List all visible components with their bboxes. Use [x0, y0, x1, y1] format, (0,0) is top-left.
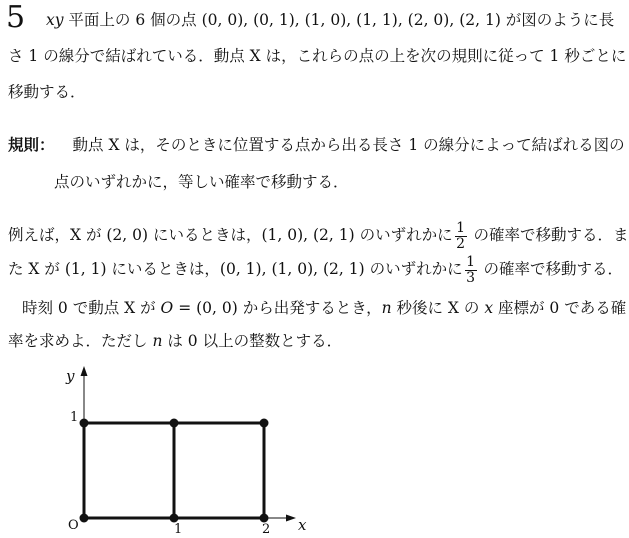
- x-axis-label: x: [298, 516, 307, 534]
- var-n: n: [381, 299, 392, 317]
- rule-label: 規則：: [8, 136, 55, 154]
- question-text-2a: 率を求めよ．ただし: [8, 332, 153, 350]
- x-tick-1-label: 1: [174, 522, 183, 537]
- question-text-1b: = (0, 0) から出発するとき，: [173, 299, 382, 317]
- intro-line-3: 移動する．: [8, 83, 86, 101]
- x-tick-2-label: 2: [262, 522, 271, 537]
- y-tick-1-label: 1: [70, 410, 79, 425]
- intro-text-1: 平面上の 6 個の点 (0, 0), (0, 1), (1, 0), (1, 1), (2, 0), (2, 1) が図のように長: [63, 11, 615, 29]
- point-0-0: [80, 514, 89, 523]
- var-n-2: n: [152, 332, 163, 350]
- point-2-1: [260, 419, 269, 428]
- y-axis-arrow-icon: [81, 366, 88, 376]
- frac1-denominator: 2: [456, 235, 466, 252]
- example-text-2b: の確率で移動する．: [478, 260, 624, 278]
- origin-label: O: [68, 518, 79, 533]
- example-text-1b: の確率で移動する．ま: [468, 226, 629, 244]
- rule-line-2: 点のいずれかに，等しい確率で移動する．: [54, 173, 349, 191]
- question-text-1d: 座標が 0 である確: [493, 299, 627, 317]
- example-text-1a: 例えば，X が (2, 0) にいるときは，(1, 0), (2, 1) のいずれかに: [8, 226, 453, 244]
- example-text-2a: た X が (1, 1) にいるときは，(0, 1), (1, 0), (2, 1) のいずれかに: [8, 260, 463, 278]
- frac2-denominator: 3: [466, 269, 476, 286]
- var-x: x: [484, 299, 494, 317]
- point-1-1: [170, 419, 179, 428]
- point-0-1: [80, 419, 89, 428]
- frac2-numerator: 1: [466, 253, 476, 270]
- problem-number: 5: [6, 0, 26, 35]
- var-origin: O: [160, 299, 174, 317]
- intro-line-2: さ 1 の線分で結ばれている．動点 X は，これらの点の上を次の規則に従って 1 秒ごとに: [8, 47, 627, 65]
- y-axis-label: y: [66, 367, 75, 385]
- question-text-1c: 秒後に X の: [391, 299, 485, 317]
- frac1-numerator: 1: [456, 219, 466, 236]
- var-xy: xy: [46, 11, 64, 29]
- question-text-1a: 時刻 0 で動点 X が: [22, 299, 161, 317]
- question-text-2b: は 0 以上の整数とする．: [162, 332, 343, 350]
- rule-text-1: 動点 X は，そのときに位置する点から出る長さ 1 の線分によって結ばれる図の: [72, 136, 625, 154]
- x-axis-arrow-icon: [286, 515, 296, 522]
